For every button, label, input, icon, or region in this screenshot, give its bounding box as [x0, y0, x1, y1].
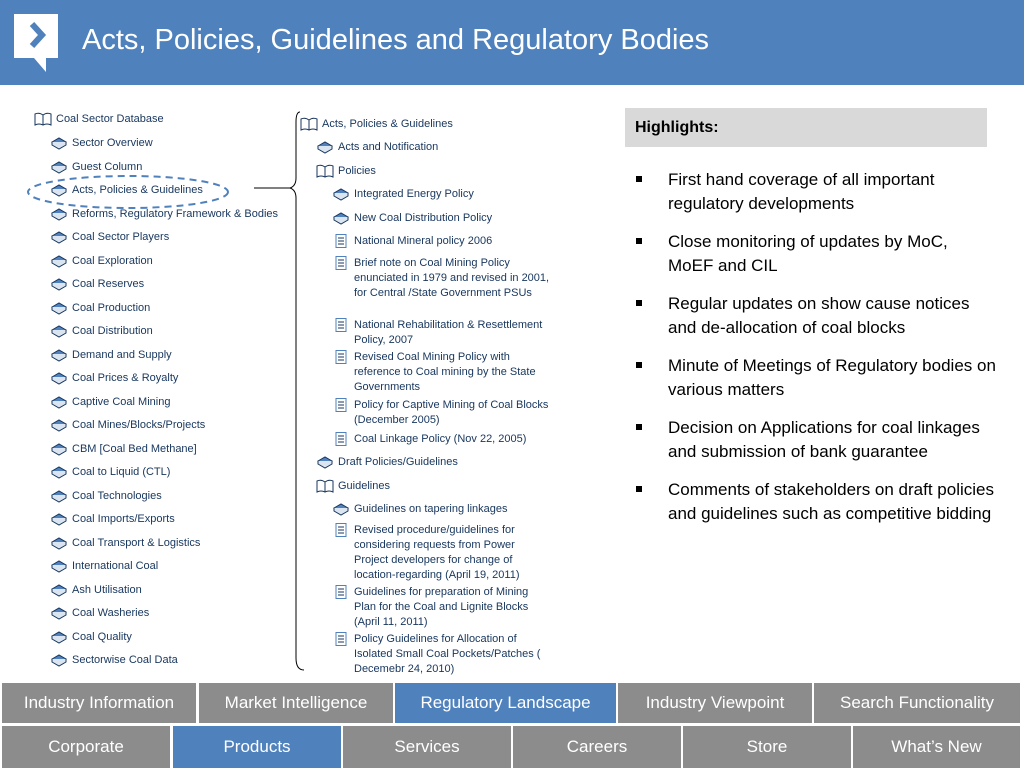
tree-item[interactable] — [50, 371, 178, 386]
tree-item-label: Coal Transport & Logistics — [72, 536, 201, 549]
closed-book-icon — [50, 559, 68, 573]
tree-item-draft[interactable] — [316, 455, 458, 470]
tree-item-label: Coal Prices & Royalty — [72, 372, 179, 384]
bullet-square-icon — [636, 176, 642, 182]
closed-book-icon — [50, 301, 68, 315]
open-book-icon — [300, 117, 318, 131]
closed-book-icon — [50, 583, 68, 597]
policy-tree-root-label: Acts, Policies & Guidelines — [322, 118, 453, 130]
closed-book-icon — [50, 277, 68, 291]
highlight-text: Comments of stakeholders on draft policies and guidelines such as competitive bidding — [668, 480, 994, 523]
closed-book-icon — [50, 630, 68, 644]
tree-item[interactable] — [50, 512, 175, 527]
tree-item[interactable] — [50, 136, 153, 151]
tree-item[interactable] — [50, 418, 205, 433]
tree-item[interactable] — [50, 301, 150, 316]
page-title: Acts, Policies, Guidelines and Regulatory Bodies — [82, 24, 710, 56]
nav-tab[interactable]: Store — [683, 726, 851, 768]
closed-book-icon — [316, 455, 334, 469]
guideline-item[interactable] — [332, 632, 552, 677]
highlight-bullet — [636, 230, 996, 278]
tree-item-draft-label: Draft Policies/Guidelines — [338, 456, 458, 468]
highlight-bullet — [636, 168, 996, 216]
policy-item-label: Policy for Captive Mining of Coal Blocks (December 2005) — [354, 399, 549, 426]
nav-top — [0, 683, 1024, 723]
closed-book-icon — [50, 442, 68, 456]
tree-item[interactable] — [50, 442, 197, 457]
bullet-square-icon — [636, 238, 642, 244]
tree-item-label: Demand and Supply — [72, 348, 172, 361]
document-icon — [332, 318, 350, 332]
header-bar — [0, 0, 1024, 85]
closed-book-icon — [50, 512, 68, 526]
policy-item[interactable] — [332, 432, 552, 447]
tree-item-label: Coal Sector Players — [72, 231, 170, 243]
closed-book-icon — [316, 140, 334, 154]
closed-book-icon — [332, 502, 350, 516]
closed-book-icon — [50, 536, 68, 550]
highlights-title: Highlights: — [635, 119, 719, 136]
tree-root-label: Coal Sector Database — [56, 113, 164, 125]
tree-item-label: Coal Washeries — [72, 607, 150, 619]
policy-item[interactable] — [332, 350, 552, 395]
chevron-right-icon[interactable] — [12, 12, 60, 74]
tree-item[interactable] — [50, 559, 158, 574]
tree-item-guidelines[interactable] — [316, 479, 390, 494]
nav-tab[interactable]: Regulatory Landscape — [395, 683, 616, 723]
tree-item[interactable] — [50, 606, 149, 621]
closed-book-icon — [50, 254, 68, 268]
guideline-item-label: Guidelines on tapering linkages — [354, 503, 508, 515]
tree-item[interactable] — [50, 277, 144, 292]
policy-item-label: Brief note on Coal Mining Policy enunciated in 1979 and revised in 2001, for Central /State Government PSUs — [354, 257, 550, 299]
closed-book-icon — [50, 489, 68, 503]
guideline-item-label: Policy Guidelines for Allocation of Isolated Small Coal Pockets/Patches ( Decemebr 24, 2010) — [354, 633, 541, 675]
open-book-icon — [316, 164, 334, 178]
policy-item[interactable] — [332, 187, 552, 202]
tree-item[interactable] — [50, 230, 169, 245]
nav-tab[interactable]: Products — [173, 726, 341, 768]
tree-item-label: Sectorwise Coal Data — [72, 654, 178, 666]
policy-item[interactable] — [332, 318, 552, 348]
closed-book-icon — [50, 324, 68, 338]
bullet-square-icon — [636, 300, 642, 306]
tree-item-label: Ash Utilisation — [72, 583, 142, 596]
document-icon — [332, 256, 350, 270]
tree-item[interactable] — [50, 536, 200, 551]
tree-item[interactable] — [50, 395, 170, 410]
closed-book-icon — [50, 465, 68, 479]
highlight-bullet — [636, 292, 996, 340]
nav-tab[interactable]: Industry Viewpoint — [618, 683, 812, 723]
document-icon — [332, 523, 350, 537]
tree-item-label: Captive Coal Mining — [72, 395, 171, 408]
highlight-text: Regular updates on show cause notices and de-allocation of coal blocks — [668, 294, 970, 337]
tree-item-label: Reforms, Regulatory Framework & Bodies — [72, 207, 279, 220]
document-icon — [332, 234, 350, 248]
policy-item-label: National Rehabilitation & Resettlement Policy, 2007 — [354, 319, 543, 346]
closed-book-icon — [50, 136, 68, 150]
closed-book-icon — [50, 418, 68, 432]
nav-tab[interactable]: Market Intelligence — [199, 683, 393, 723]
tree-root[interactable] — [34, 112, 164, 127]
closed-book-icon — [50, 395, 68, 409]
document-icon — [332, 350, 350, 364]
policy-item[interactable] — [332, 256, 552, 301]
tree-item-label: Coal Distribution — [72, 325, 153, 337]
closed-book-icon — [50, 371, 68, 385]
policy-item-label: Integrated Energy Policy — [354, 188, 474, 200]
policy-tree — [296, 108, 556, 680]
tree-item-label: International Coal — [72, 560, 159, 572]
tree-item[interactable] — [50, 324, 153, 339]
closed-book-icon — [332, 187, 350, 201]
nav-tab[interactable]: What’s New — [853, 726, 1020, 768]
tree-item-guidelines-label: Guidelines — [338, 480, 390, 492]
tree-item[interactable] — [50, 348, 172, 363]
highlights-list — [636, 168, 996, 540]
nav-tab[interactable]: Services — [343, 726, 511, 768]
policy-item-label: National Mineral policy 2006 — [354, 235, 493, 247]
document-icon — [332, 585, 350, 599]
tree-item-label: Guest Column — [72, 160, 143, 173]
highlight-text: First hand coverage of all important regulatory developments — [668, 170, 935, 213]
open-book-icon — [316, 479, 334, 493]
closed-book-icon — [50, 348, 68, 362]
document-icon — [332, 632, 350, 646]
highlight-bullet — [636, 416, 996, 464]
policy-item[interactable] — [332, 234, 552, 249]
nav-tab[interactable]: Search Functionality — [814, 683, 1020, 723]
tree-item-label: Coal to Liquid (CTL) — [72, 466, 171, 478]
closed-book-icon — [50, 606, 68, 620]
nav-tab[interactable]: Corporate — [2, 726, 170, 768]
highlight-text: Decision on Applications for coal linkages and submission of bank guarantee — [668, 418, 980, 461]
bullet-square-icon — [636, 486, 642, 492]
tree-item-policies[interactable] — [316, 164, 376, 179]
document-icon — [332, 432, 350, 446]
tree-item-label: Coal Technologies — [72, 489, 162, 502]
tree-item[interactable] — [50, 489, 162, 504]
tree-item[interactable] — [50, 630, 132, 645]
policy-tree-root[interactable] — [300, 117, 453, 132]
highlight-bullet — [636, 354, 996, 402]
bullet-square-icon — [636, 362, 642, 368]
tree-item[interactable] — [50, 583, 142, 598]
nav-bottom — [0, 726, 1024, 768]
tree-item[interactable] — [50, 254, 153, 269]
highlight-text: Close monitoring of updates by MoC, MoEF and CIL — [668, 232, 948, 275]
guideline-item-label: Revised procedure/guidelines for considering requests from Power Project developers for change of location-regarding (April 19, 2011) — [354, 524, 520, 581]
policy-item-label: Coal Linkage Policy (Nov 22, 2005) — [354, 433, 527, 445]
policy-item-label: Revised Coal Mining Policy with reference to Coal mining by the State Governments — [354, 351, 536, 393]
guideline-item[interactable] — [332, 585, 552, 630]
closed-book-icon — [50, 653, 68, 667]
closed-book-icon — [50, 230, 68, 244]
highlights-header — [625, 108, 987, 147]
tree-item-policies-label: Policies — [338, 165, 376, 177]
bullet-square-icon — [636, 424, 642, 430]
guideline-item[interactable] — [332, 502, 552, 517]
highlight-text: Minute of Meetings of Regulatory bodies on various matters — [668, 356, 996, 399]
highlight-bullet — [636, 478, 996, 526]
tree-item-label: Coal Exploration — [72, 254, 153, 267]
nav-tab[interactable]: Industry Information — [2, 683, 196, 723]
tree-item-label: Coal Quality — [72, 630, 132, 643]
policy-item-label: New Coal Distribution Policy — [354, 212, 493, 224]
open-book-icon — [34, 112, 52, 126]
tree-item[interactable] — [50, 653, 178, 668]
guideline-item-label: Guidelines for preparation of Mining Plan for the Coal and Lignite Blocks (April 11, 2011) — [354, 586, 529, 628]
tree-item-label: Coal Reserves — [72, 278, 145, 290]
tree-item-label: Coal Mines/Blocks/Projects — [72, 419, 206, 431]
closed-book-icon — [332, 211, 350, 225]
tree-item-label: Acts, Policies & Guidelines — [72, 184, 203, 196]
highlight-ellipse — [24, 172, 236, 212]
tree-item-acts-label: Acts and Notification — [338, 141, 439, 153]
tree-item-label: Sector Overview — [72, 137, 153, 149]
tree-item[interactable] — [50, 465, 170, 480]
tree-item-label: Coal Imports/Exports — [72, 513, 175, 525]
tree-item-label: CBM [Coal Bed Methane] — [72, 442, 197, 455]
policy-item[interactable] — [332, 398, 552, 428]
guideline-item[interactable] — [332, 523, 552, 583]
nav-tab[interactable]: Careers — [513, 726, 681, 768]
document-icon — [332, 398, 350, 412]
tree-item-acts[interactable] — [316, 140, 438, 155]
policy-item[interactable] — [332, 211, 552, 226]
tree-item-label: Coal Production — [72, 301, 151, 314]
